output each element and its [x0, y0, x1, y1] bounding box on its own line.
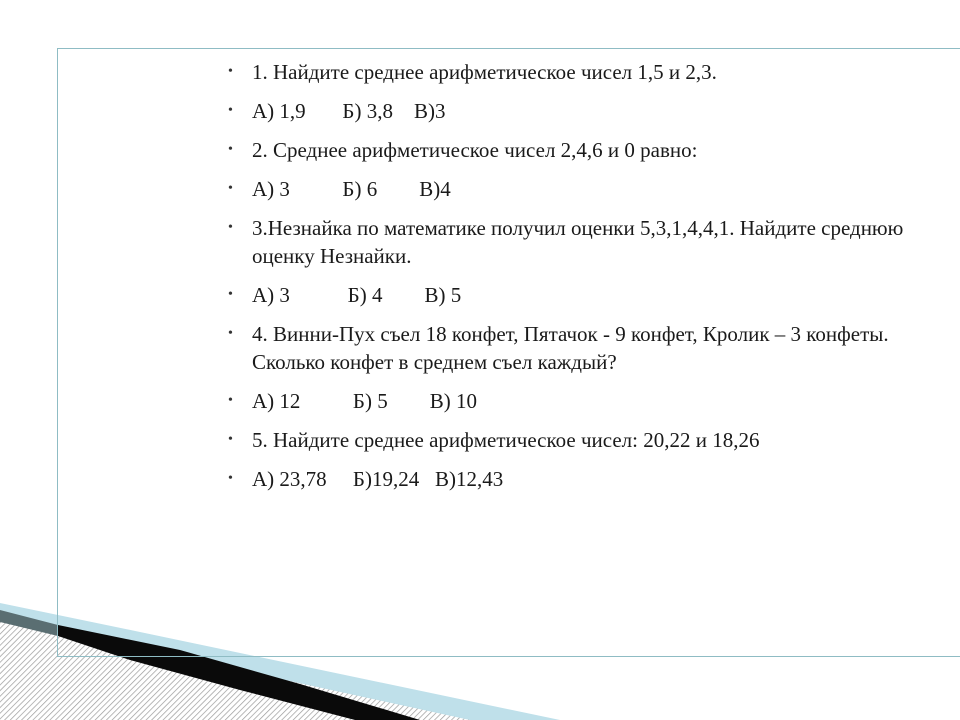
item-text: 1. Найдите среднее арифметическое чисел 1,5 и 2,3. — [252, 60, 717, 84]
bullet-icon: • — [228, 287, 233, 302]
list-item — [228, 465, 940, 493]
bullet-icon: • — [228, 103, 233, 118]
item-text: А) 3 Б) 6 В)4 — [252, 177, 451, 201]
item-text: 4. Винни-Пух съел 18 конфет, Пятачок - 9 конфет, Кролик – 3 конфеты. Сколько конфет в среднем съел каждый? — [252, 322, 889, 374]
list-item — [228, 426, 940, 454]
list-item — [228, 320, 940, 376]
item-text: 5. Найдите среднее арифметическое чисел: 20,22 и 18,26 — [252, 428, 760, 452]
item-text: 2. Среднее арифметическое чисел 2,4,6 и 0 равно: — [252, 138, 698, 162]
item-text: А) 23,78 Б)19,24 В)12,43 — [252, 467, 504, 491]
item-text: А) 12 Б) 5 В) 10 — [252, 389, 477, 413]
list-item — [228, 387, 940, 415]
bullet-icon: • — [228, 142, 233, 157]
bullet-icon: • — [228, 220, 233, 235]
question-list — [228, 58, 940, 504]
list-item — [228, 175, 940, 203]
bullet-icon: • — [228, 64, 233, 79]
list-item — [228, 281, 940, 309]
list-item — [228, 136, 940, 164]
item-text: А) 1,9 Б) 3,8 В)3 — [252, 99, 446, 123]
list-item — [228, 97, 940, 125]
bullet-icon: • — [228, 393, 233, 408]
bullet-icon: • — [228, 181, 233, 196]
item-text: А) 3 Б) 4 В) 5 — [252, 283, 462, 307]
bullet-icon: • — [228, 326, 233, 341]
item-text: 3.Незнайка по математике получил оценки 5,3,1,4,4,1. Найдите среднюю оценку Незнайки. — [252, 216, 904, 268]
list-item — [228, 214, 940, 270]
bullet-icon: • — [228, 432, 233, 447]
list-item — [228, 58, 940, 86]
bullet-icon: • — [228, 471, 233, 486]
